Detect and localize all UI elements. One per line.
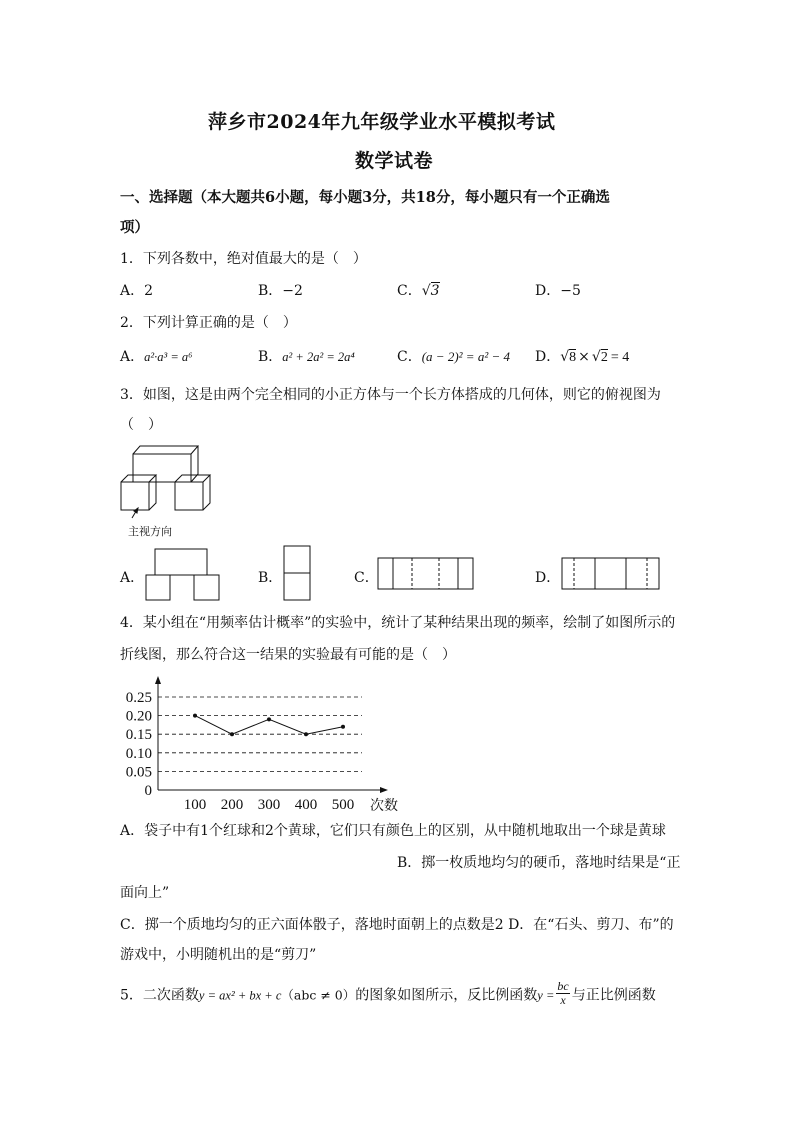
chart-x-tick-label: 500 — [331, 797, 355, 813]
q5-fraction — [556, 980, 569, 1007]
chart-data-point — [304, 732, 308, 736]
q2-option-c-expr: (a − 2)² = a² − 4 — [421, 349, 510, 364]
q2-stem: 2．下列计算正确的是（ ） — [120, 315, 297, 331]
q5-frac-den: x — [560, 993, 566, 1007]
q1-option-c-radicand: 3 — [430, 283, 440, 299]
q3-option-b-label: B． — [258, 570, 283, 586]
q1-option-b: B．−2 — [258, 283, 303, 299]
chart-data-point — [230, 732, 234, 736]
q4-stem-cont: 折线图，那么符合这一结果的实验最有可能的是（ ） — [120, 647, 456, 663]
q4-option-b: B．掷一枚质地均匀的硬币，落地时结果是“正 — [397, 855, 681, 871]
q2-option-d — [535, 346, 629, 366]
q2-option-b-label: B． — [258, 349, 283, 365]
q2-option-d-r1: 8 — [569, 350, 577, 365]
q3-option-c-figure — [376, 556, 476, 592]
chart-x-tick-label: 300 — [257, 797, 281, 813]
q2-option-c-label: C． — [397, 349, 422, 365]
q4-option-c-d: C．掷一个质地均匀的正六面体骰子，落地时面朝上的点数是2 D．在“石头、剪刀、布”的 — [120, 917, 674, 933]
q2-option-b — [258, 346, 355, 366]
q3-option-a-label: A． — [120, 570, 145, 586]
chart-y-tick-label: 0 — [144, 783, 152, 799]
q5-inverse-lhs: y = — [537, 988, 555, 1003]
q3-option-d-label: D． — [535, 570, 561, 586]
q2-option-b-expr: a² + 2a² = 2a⁴ — [282, 350, 355, 364]
q4-stem: 4．某小组在“用频率估计概率”的实验中，统计了某种结果出现的频率，绘制了如图所示的 — [120, 615, 676, 631]
q5-stem-mid: 的图象如图所示，反比例函数 — [355, 987, 538, 1004]
sqrt-symbol: √ — [560, 349, 570, 365]
q4-line-chart — [112, 674, 412, 814]
q1-option-c-label: C． — [397, 283, 422, 299]
q4-option-b-cont: 面向上” — [120, 885, 170, 901]
chart-y-axis-arrow — [155, 676, 161, 684]
chart-data-point — [341, 725, 345, 729]
q2-option-c — [397, 346, 510, 366]
q2-option-a — [120, 346, 193, 366]
chart-x-axis-arrow — [380, 787, 388, 793]
q3-option-a-figure — [144, 548, 222, 602]
sqrt-symbol: √ — [591, 349, 601, 365]
chart-x-tick-label: 200 — [220, 797, 244, 813]
q1-option-d: D．−5 — [535, 283, 581, 299]
q3-view-direction-label: 主视方向 — [128, 525, 172, 538]
q5-quadratic-expr: y = ax² + bx + c — [198, 988, 282, 1003]
q5-stem-pre: 5．二次函数 — [120, 987, 199, 1004]
chart-y-tick-label: 0.05 — [125, 764, 152, 781]
q5-stem — [120, 979, 656, 1009]
section-heading-cont: 项） — [120, 219, 149, 236]
q3-stem-cont: （ ） — [120, 417, 162, 433]
page-subtitle: 数学试卷 — [355, 150, 434, 172]
q2-option-d-label: D． — [535, 349, 561, 365]
page-title: 萍乡市2024年九年级学业水平模拟考试 — [208, 111, 556, 133]
q4-option-d-cont: 游戏中，小明随机出的是“剪刀” — [120, 947, 317, 963]
q2-option-a-label: A． — [120, 349, 145, 365]
chart-y-tick-label: 0.20 — [125, 708, 152, 725]
q2-option-d-r2: 2 — [600, 350, 608, 365]
q2-option-d-eq: = 4 — [610, 350, 630, 365]
chart-data-point — [267, 717, 271, 721]
chart-x-tick-label: 400 — [294, 797, 318, 813]
chart-x-axis-label: 次数 — [370, 799, 398, 814]
q5-frac-num: bc — [557, 979, 569, 993]
chart-x-tick-label: 100 — [183, 797, 207, 813]
q5-condition: （abc ≠ 0） — [281, 987, 356, 1003]
chart-y-tick-label: 0.25 — [125, 690, 152, 706]
chart-y-tick-label: 0.15 — [125, 727, 152, 744]
q4-option-a: A．袋子中有1个红球和2个黄球，它们只有颜色上的区别，从中随机地取出一个球是黄球 — [120, 823, 666, 839]
q1-option-c — [397, 280, 440, 300]
q3-option-d-figure — [560, 556, 662, 592]
q1-stem: 1．下列各数中，绝对值最大的是（ ） — [120, 251, 367, 267]
q3-solid-figure — [118, 440, 218, 520]
q2-option-a-expr: a²·a³ = a⁶ — [144, 350, 193, 364]
q3-stem: 3．如图，这是由两个完全相同的小正方体与一个长方体搭成的几何体，则它的俯视图为 — [120, 387, 661, 403]
q1-option-a: A．2 — [120, 283, 154, 299]
q3-option-b-figure — [282, 544, 314, 604]
q2-option-d-times: × — [578, 349, 590, 365]
sqrt-symbol: √ — [421, 283, 431, 299]
q5-stem-post: 与正比例函数 — [571, 987, 656, 1004]
q3-option-c-label: C． — [354, 570, 379, 586]
chart-data-point — [193, 714, 197, 718]
section-heading: 一、选择题（本大题共6小题，每小题3分，共18分，每小题只有一个正确选 — [120, 189, 610, 206]
chart-y-tick-label: 0.10 — [125, 745, 152, 762]
